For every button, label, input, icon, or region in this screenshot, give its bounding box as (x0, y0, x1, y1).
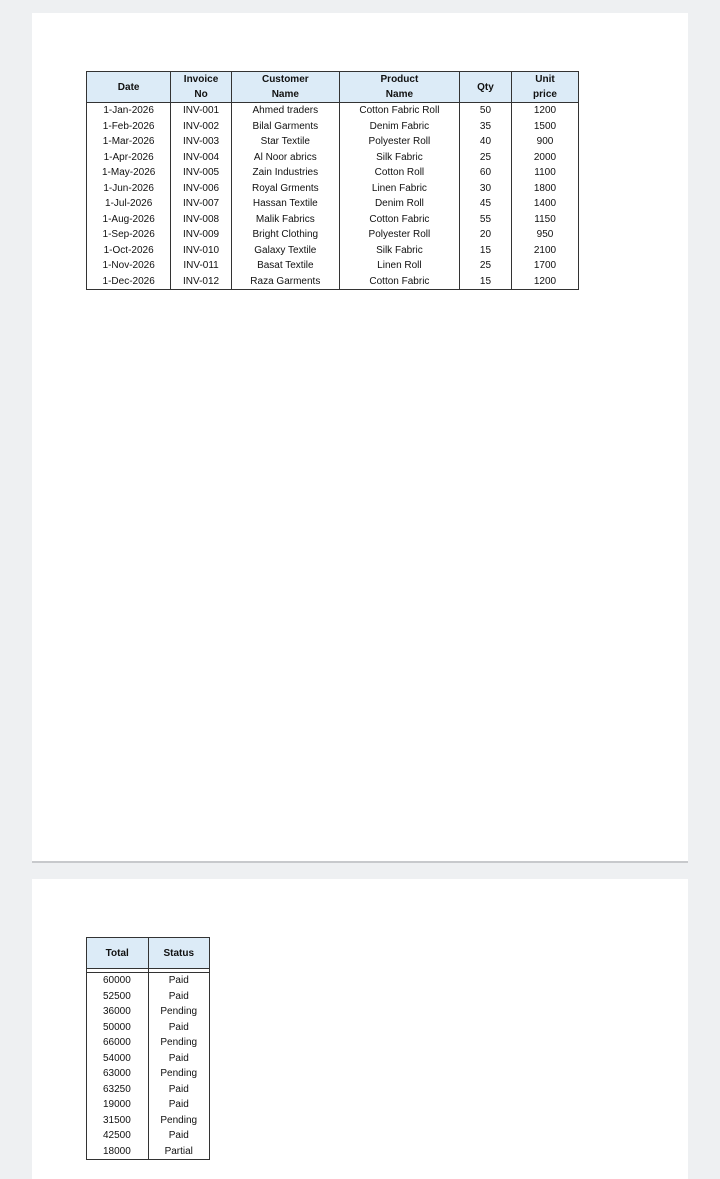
cell-customer-name: Ahmed traders (231, 103, 339, 119)
table-row (87, 212, 579, 228)
cell-date: 1-Dec-2026 (87, 274, 171, 290)
cell-qty: 60 (459, 165, 511, 181)
cell-total: 54000 (87, 1051, 149, 1067)
cell-invoice-no: INV-011 (171, 258, 231, 274)
cell-total: 19000 (87, 1097, 149, 1113)
header-price-line2: price (533, 89, 557, 100)
cell-status: Paid (148, 973, 210, 989)
cell-customer-name: Raza Garments (231, 274, 339, 290)
cell-customer-name: Zain Industries (231, 165, 339, 181)
cell-unit-price: 1500 (512, 119, 579, 135)
cell-total: 18000 (87, 1144, 149, 1160)
cell-total: 52500 (87, 989, 149, 1005)
cell-unit-price: 1800 (512, 181, 579, 197)
cell-unit-price: 1100 (512, 165, 579, 181)
table-row (87, 274, 579, 290)
table-row (87, 243, 579, 259)
cell-product-name: Silk Fabric (339, 243, 459, 259)
header-qty (459, 72, 511, 103)
cell-customer-name: Hassan Textile (231, 196, 339, 212)
cell-customer-name: Al Noor abrics (231, 150, 339, 166)
cell-customer-name: Bright Clothing (231, 227, 339, 243)
cell-product-name: Polyester Roll (339, 134, 459, 150)
cell-date: 1-Jun-2026 (87, 181, 171, 197)
cell-status: Paid (148, 1020, 210, 1036)
header-customer-name (231, 72, 339, 103)
cell-date: 1-Oct-2026 (87, 243, 171, 259)
cell-product-name: Denim Roll (339, 196, 459, 212)
cell-status: Paid (148, 1051, 210, 1067)
cell-status: Pending (148, 1035, 210, 1051)
cell-product-name: Cotton Fabric Roll (339, 103, 459, 119)
cell-total: 63250 (87, 1082, 149, 1098)
summary-table-body (87, 969, 210, 1160)
header-date-label: Date (117, 81, 140, 93)
cell-status: Pending (148, 1113, 210, 1129)
cell-invoice-no: INV-006 (171, 181, 231, 197)
cell-invoice-no: INV-002 (171, 119, 231, 135)
cell-qty: 55 (459, 212, 511, 228)
cell-qty: 40 (459, 134, 511, 150)
header-total (87, 938, 149, 969)
cell-qty: 35 (459, 119, 511, 135)
cell-unit-price: 1700 (512, 258, 579, 274)
cell-date: 1-Feb-2026 (87, 119, 171, 135)
cell-total: 42500 (87, 1128, 149, 1144)
header-product-line2: Name (385, 89, 414, 100)
cell-unit-price: 1400 (512, 196, 579, 212)
cell-unit-price: 1200 (512, 274, 579, 290)
cell-customer-name: Royal Grments (231, 181, 339, 197)
header-price-line1: Unit (535, 74, 555, 85)
table-row (87, 150, 579, 166)
header-unit-price (512, 72, 579, 103)
page-1 (32, 13, 688, 861)
cell-qty: 50 (459, 103, 511, 119)
cell-status: Pending (148, 1066, 210, 1082)
table-row (87, 258, 579, 274)
header-status (148, 938, 210, 969)
header-invoice-no (171, 72, 231, 103)
header-total-label: Total (105, 947, 129, 959)
cell-qty: 30 (459, 181, 511, 197)
cell-status: Pending (148, 1004, 210, 1020)
summary-table (86, 937, 210, 1160)
cell-product-name: Linen Fabric (339, 181, 459, 197)
header-customer-line2: Name (271, 89, 299, 100)
header-qty-label: Qty (477, 81, 494, 93)
cell-customer-name: Star Textile (231, 134, 339, 150)
table-row (87, 1051, 210, 1067)
table-row (87, 227, 579, 243)
cell-product-name: Cotton Fabric (339, 212, 459, 228)
cell-status: Paid (148, 1097, 210, 1113)
header-status-label: Status (163, 947, 195, 959)
table-row (87, 119, 579, 135)
table-row (87, 1020, 210, 1036)
table-row (87, 181, 579, 197)
cell-product-name: Denim Fabric (339, 119, 459, 135)
cell-date: 1-Nov-2026 (87, 258, 171, 274)
cell-unit-price: 1200 (512, 103, 579, 119)
cell-total: 63000 (87, 1066, 149, 1082)
cell-qty: 45 (459, 196, 511, 212)
cell-status: Paid (148, 1128, 210, 1144)
invoice-header-row (87, 72, 579, 103)
table-row (87, 1128, 210, 1144)
header-customer-line1: Customer (261, 74, 309, 85)
cell-unit-price: 2100 (512, 243, 579, 259)
invoice-table (86, 71, 579, 290)
table-row (87, 1144, 210, 1160)
invoice-table-body (87, 103, 579, 290)
page-2 (32, 879, 688, 1179)
table-row (87, 1066, 210, 1082)
table-row (87, 134, 579, 150)
cell-date: 1-Sep-2026 (87, 227, 171, 243)
cell-date: 1-Jan-2026 (87, 103, 171, 119)
cell-invoice-no: INV-004 (171, 150, 231, 166)
cell-invoice-no: INV-012 (171, 274, 231, 290)
header-invoice-line1: Invoice (183, 74, 219, 85)
cell-unit-price: 2000 (512, 150, 579, 166)
cell-total: 50000 (87, 1020, 149, 1036)
cell-invoice-no: INV-009 (171, 227, 231, 243)
header-invoice-line2: No (194, 89, 208, 100)
cell-invoice-no: INV-005 (171, 165, 231, 181)
cell-qty: 15 (459, 243, 511, 259)
cell-product-name: Linen Roll (339, 258, 459, 274)
cell-invoice-no: INV-008 (171, 212, 231, 228)
table-row (87, 1097, 210, 1113)
cell-qty: 15 (459, 274, 511, 290)
cell-customer-name: Galaxy Textile (231, 243, 339, 259)
cell-total: 31500 (87, 1113, 149, 1129)
table-row (87, 165, 579, 181)
table-row (87, 1035, 210, 1051)
cell-status: Paid (148, 989, 210, 1005)
header-product-line1: Product (380, 74, 419, 85)
cell-qty: 25 (459, 150, 511, 166)
cell-status: Paid (148, 1082, 210, 1098)
cell-unit-price: 950 (512, 227, 579, 243)
cell-customer-name: Bilal Garments (231, 119, 339, 135)
table-row (87, 196, 579, 212)
cell-date: 1-May-2026 (87, 165, 171, 181)
cell-date: 1-Aug-2026 (87, 212, 171, 228)
table-row (87, 989, 210, 1005)
cell-date: 1-Jul-2026 (87, 196, 171, 212)
cell-invoice-no: INV-010 (171, 243, 231, 259)
cell-total: 36000 (87, 1004, 149, 1020)
summary-header-row (87, 938, 210, 969)
cell-status: Partial (148, 1144, 210, 1160)
cell-product-name: Cotton Fabric (339, 274, 459, 290)
cell-invoice-no: INV-003 (171, 134, 231, 150)
header-product-name (339, 72, 459, 103)
cell-unit-price: 900 (512, 134, 579, 150)
cell-date: 1-Apr-2026 (87, 150, 171, 166)
cell-qty: 20 (459, 227, 511, 243)
cell-invoice-no: INV-001 (171, 103, 231, 119)
cell-product-name: Silk Fabric (339, 150, 459, 166)
cell-qty: 25 (459, 258, 511, 274)
cell-unit-price: 1150 (512, 212, 579, 228)
cell-customer-name: Malik Fabrics (231, 212, 339, 228)
table-row (87, 973, 210, 989)
cell-invoice-no: INV-007 (171, 196, 231, 212)
table-row (87, 1113, 210, 1129)
cell-product-name: Cotton Roll (339, 165, 459, 181)
cell-total: 66000 (87, 1035, 149, 1051)
cell-total: 60000 (87, 973, 149, 989)
header-date (87, 72, 171, 103)
cell-product-name: Polyester Roll (339, 227, 459, 243)
cell-date: 1-Mar-2026 (87, 134, 171, 150)
table-row (87, 103, 579, 119)
cell-customer-name: Basat Textile (231, 258, 339, 274)
table-row (87, 1082, 210, 1098)
table-row (87, 1004, 210, 1020)
